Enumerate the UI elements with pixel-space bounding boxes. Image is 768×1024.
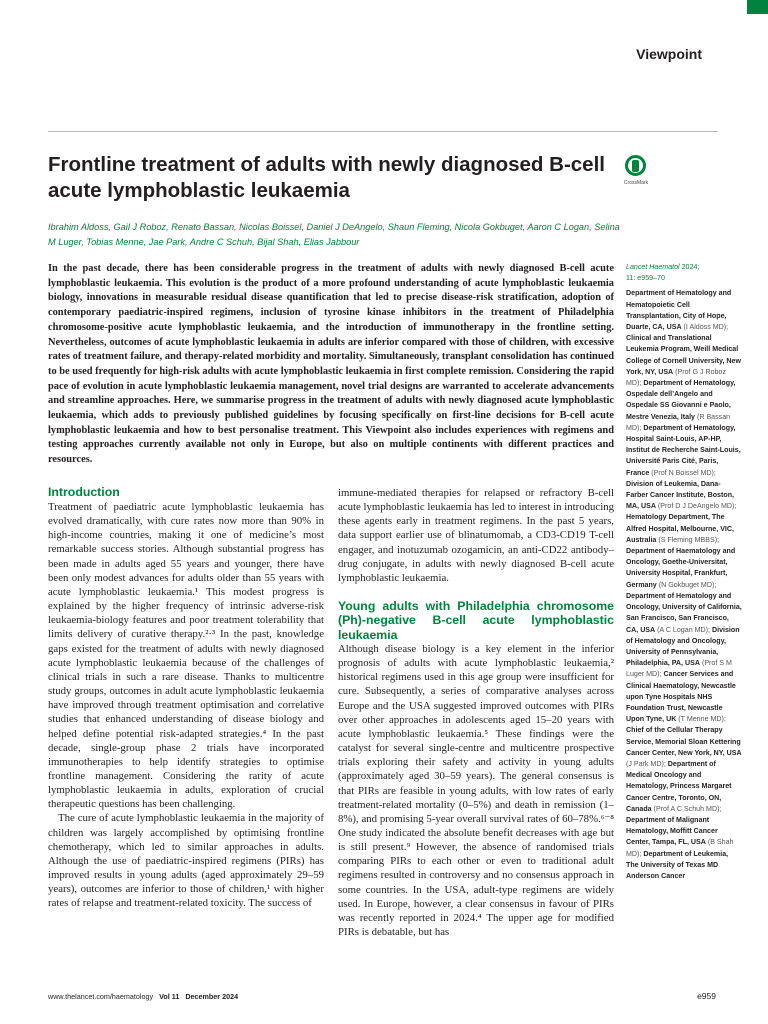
affiliation-author: (N Gokbuget MD); (656, 580, 717, 589)
affiliation-name: Department of Hematology, Ospedale dell’Angelo and Ospedale SS Giovanni e Paolo, Mestre Venezia, Italy (626, 379, 736, 421)
affiliation-author: (Prof N Boissel MD); (649, 468, 716, 477)
affiliation-name: Hematology Department, The Alfred Hospital, Melbourne, VIC, Australia (626, 513, 734, 544)
affiliation-name: Department of Medical Oncology and Hematology, Princess Margaret Cancer Centre, Toronto, ON, Canada (626, 759, 732, 813)
introduction-heading: Introduction (48, 485, 120, 499)
citation (626, 262, 742, 284)
affiliation-author: (A C Logan MD); (655, 625, 710, 634)
affiliation-author: (S Fleming MBBS); (656, 535, 720, 544)
citation-year: 2024; (679, 263, 700, 271)
body-paragraph: immune-mediated therapies for relapsed or refractory B-cell acute lymphoblastic leukaemia has led to interest in introducing these agents early in treatment regimens. In the past 5 years, data support earlier use of blinatumomab, a CD3-CD19 T-cell engager, and inotuzumab ozogamicin, an anti-CD22 antibody–drug conjugate, in adults with newly diagnosed B-cell acute lymphoblastic leukaemia. (338, 487, 614, 584)
affiliation-entry (626, 480, 736, 510)
body-paragraph: The cure of acute lymphoblastic leukaemia in the majority of children was largely accomplished by optimising frontline chemotherapy, which led to similar approaches in adults. Although the use of paediatric-inspired regimens (PIRs) has improved results in young adults (aged approximately 29–59 years), outcomes are inferior to those of children,¹ with higher rates of relapse and treatment-related toxicity. The success of (48, 812, 324, 910)
affiliation-name: Division of Hematology and Oncology, University of Pennsylvania, Philadelphia, PA, USA (626, 625, 740, 668)
affiliation-list (626, 288, 742, 882)
affiliation-author: (B Shah MD); (626, 838, 734, 858)
subsection-heading: Young adults with Philadelphia chromosome (Ph)-negative B-cell acute lymphoblastic leukaemia (338, 599, 614, 642)
body-paragraph: Treatment of paediatric acute lymphoblastic leukaemia has evolved dramatically, with cure rates now more than 90% in high-income countries, making it one of medicine’s most remarkable success stories. Although substantial progress has been made in adults aged 55 years and younger, there have been only modest advances for adults older than 55 years with acute lymphoblastic leukaemia.¹ This modest progress is explained by the higher frequency of intrinsic adverse-risk leukaemia-biology features and poor treatment tolerability that limits delivery of curative therapy.²·³ In the past, knowledge gaps existed for the treatment of adults with newly diagnosed acute lymphoblastic leukaemia because of the challenges of clinical trials in such a rare disease. Thanks to multicentre study groups, outcomes in adult acute lymphoblastic leukaemia have improved through treatment optimisation and correlative studies that enhanced understanding of disease biology and helped define potential risk-adapted strategies.⁴ In the past decade, single-group phase 2 trials have incorporated immunotherapies to help identify strategies to optimise frontline management. Considering the rarity of acute lymphoblastic leukaemia in adults, exploration of crucial therapeutic questions has been challenging. (48, 501, 324, 811)
crossmark-badge[interactable] (623, 155, 647, 191)
affiliation-author: (T Menne MD); (676, 715, 726, 724)
affiliation-author: (Prof G J Roboz MD); (626, 367, 726, 388)
abstract: In the past decade, there has been considerable progress in the treatment of adults with newly diagnosed B-cell acute lymphoblastic leukaemia. This evolution is the product of a more profound understanding of acute lymphoblastic leukaemia biology, innovations in measurable residual disease quantification that led to precise disease-risk stratification, adoption of contemporary paediatric-inspired regimens, inclusion of tyrosine kinase inhibitors in the treatment of Philadelphia chromosome-positive acute lymphoblastic leukaemia, and the introduction of immunotherapy in the frontline setting. Nevertheless, outcomes of acute lymphoblastic leukaemia in adults are inferior compared with those of children, with excessive rates of treatment failure, and therapy-related morbidity and mortality. Simultaneously, transplant consolidation has continued to be used frequently for high-risk adults with acute lymphoblastic leukaemia in first complete remission. Considering the rapid pace of evolution in acute lymphoblastic leukaemia management, novel trial designs are warranted to accelerate advancements and streamline approaches. Here, we summarise progress in the treatment of adults with newly diagnosed acute lymphoblastic leukaemia, which adds to previously published guidelines by focusing specifically on first-line decisions for B-cell acute lymphoblastic leukaemia and how to best personalise treatment. This Viewpoint also includes experiences with regimens and testing approaches currently available not only in Europe, but also on multiple continents with different practices and resources. (48, 263, 614, 466)
affiliation-author: (Prof S M Luger MD); (626, 659, 732, 679)
footer-date: December 2024 (185, 992, 239, 1001)
affiliation-author: (R Bassan MD); (626, 412, 731, 432)
sidebar-affiliations (626, 262, 742, 882)
affiliation-author: (Prof D J DeAngelo MD); (655, 502, 737, 511)
author-list: Ibrahim Aldoss, Gail J Roboz, Renato Bassan, Nicolas Boissel, Daniel J DeAngelo, Shaun Fleming, Nicola Gokbuget, Aaron C Logan, Selina M Luger, Tobias Menne, Jae Park, Andre C Schuh, Bijal Shah, Elias Jabbour (48, 222, 620, 247)
affiliation-name: Cancer Services and Clinical Haematology, Newcastle upon Tyne Hospitals NHS Foundation Trust, Newcastle Upon Tyne, UK (626, 670, 736, 724)
affiliation-author: (J Park MD); (626, 759, 666, 768)
affiliation-name: Department of Hematology and Hematopoietic Cell Transplantation, City of Hope, Duarte, CA, USA (626, 289, 732, 332)
journal-color-tab (747, 0, 768, 14)
journal-name: Lancet Haematol (626, 263, 680, 271)
affiliation-entry (626, 547, 735, 589)
footer-info (48, 992, 238, 1001)
crossmark-label: CrossMark (623, 180, 649, 186)
body-column-middle (338, 486, 614, 939)
article-title: Frontline treatment of adults with newly diagnosed B-cell acute lymphoblastic leukaemia (48, 153, 605, 202)
affiliation-entry (626, 513, 734, 543)
affiliation-entry (626, 424, 741, 477)
affiliation-name: Department of Hematology, Hospital Saint-Louis, AP-HP, Institut de Recherche Saint-Louis, Université Paris Cité, Paris, France (626, 423, 741, 477)
footer-url[interactable]: www.thelancet.com/haematology (48, 992, 154, 1001)
body-column-left (48, 484, 324, 911)
affiliation-name: Department of Malignant Hematology, Moffitt Cancer Center, Tampa, FL, USA (626, 815, 718, 847)
citation-pages: 11: e959–70 (626, 274, 665, 283)
page-number: e959 (697, 991, 716, 1001)
footer-volume: Vol 11 (159, 992, 180, 1001)
affiliation-author: (Prof A C Schuh MD); (651, 804, 722, 813)
affiliation-name: Department of Leukemia, The University of Texas MD Anderson Cancer (626, 849, 729, 880)
body-paragraph: Although disease biology is a key element in the inferior prognosis of adults with acute lymphoblastic leukaemia,² historical regimens used in this age group were insufficient for cure. Subsequently, a series of comparative analyses across Europe and the USA suggested improved outcomes with PIRs over other approaches in adolescents aged 15–20 years with acute lymphoblastic leukaemia.⁵ These findings were the catalyst for several single-centre and multicentre prospective trials exploring their safety and activity in young adults (approximately aged 30–59 years). The general consensus is that PIRs are feasible in young adults, with low rates of early treatment-related mortality (0–5%) and death in remission (1–8%), and promising 5-year overall survival rates of 60–78%.⁶⁻⁸ One study indicated the absolute benefit decreases with age but is still present.⁹ However, the absence of randomised trials comparing PIRs to each other or even to traditional adult regimens resulted in controversy and no consensus approach in some countries. In the USA, adult-type regimens are widely used. In Europe, however, a clear consensus in favour of PIRs was recently reported in 2024.⁴ The upper age for modified PIRs is debatable, but has (338, 642, 614, 939)
affiliation-name: Department of Haematology and Oncology, Goethe-Universitat, University Hospital, Frankfurt, Germany (626, 547, 736, 589)
section-label: Viewpoint (636, 46, 702, 62)
affiliation-author: (I Aldoss MD); (681, 323, 729, 332)
affiliation-name: Chief of the Cellular Therapy Service, Memorial Sloan Kettering Cancer Center, New York, NY, USA (626, 726, 742, 757)
affiliation-entry (626, 289, 731, 331)
affiliation-name: Clinical and Translational Leukemia Program, Weill Medical College of Cornell University, New York, NY, USA (626, 334, 741, 376)
affiliation-name: Division of Leukemia, Dana-Farber Cancer Institute, Boston, MA, USA (626, 479, 734, 511)
header-rule (48, 131, 718, 132)
affiliation-name: Department of Hematology and Oncology, University of California, San Francisco, San Francisco, CA, USA (626, 591, 742, 634)
crossmark-icon (625, 155, 646, 176)
